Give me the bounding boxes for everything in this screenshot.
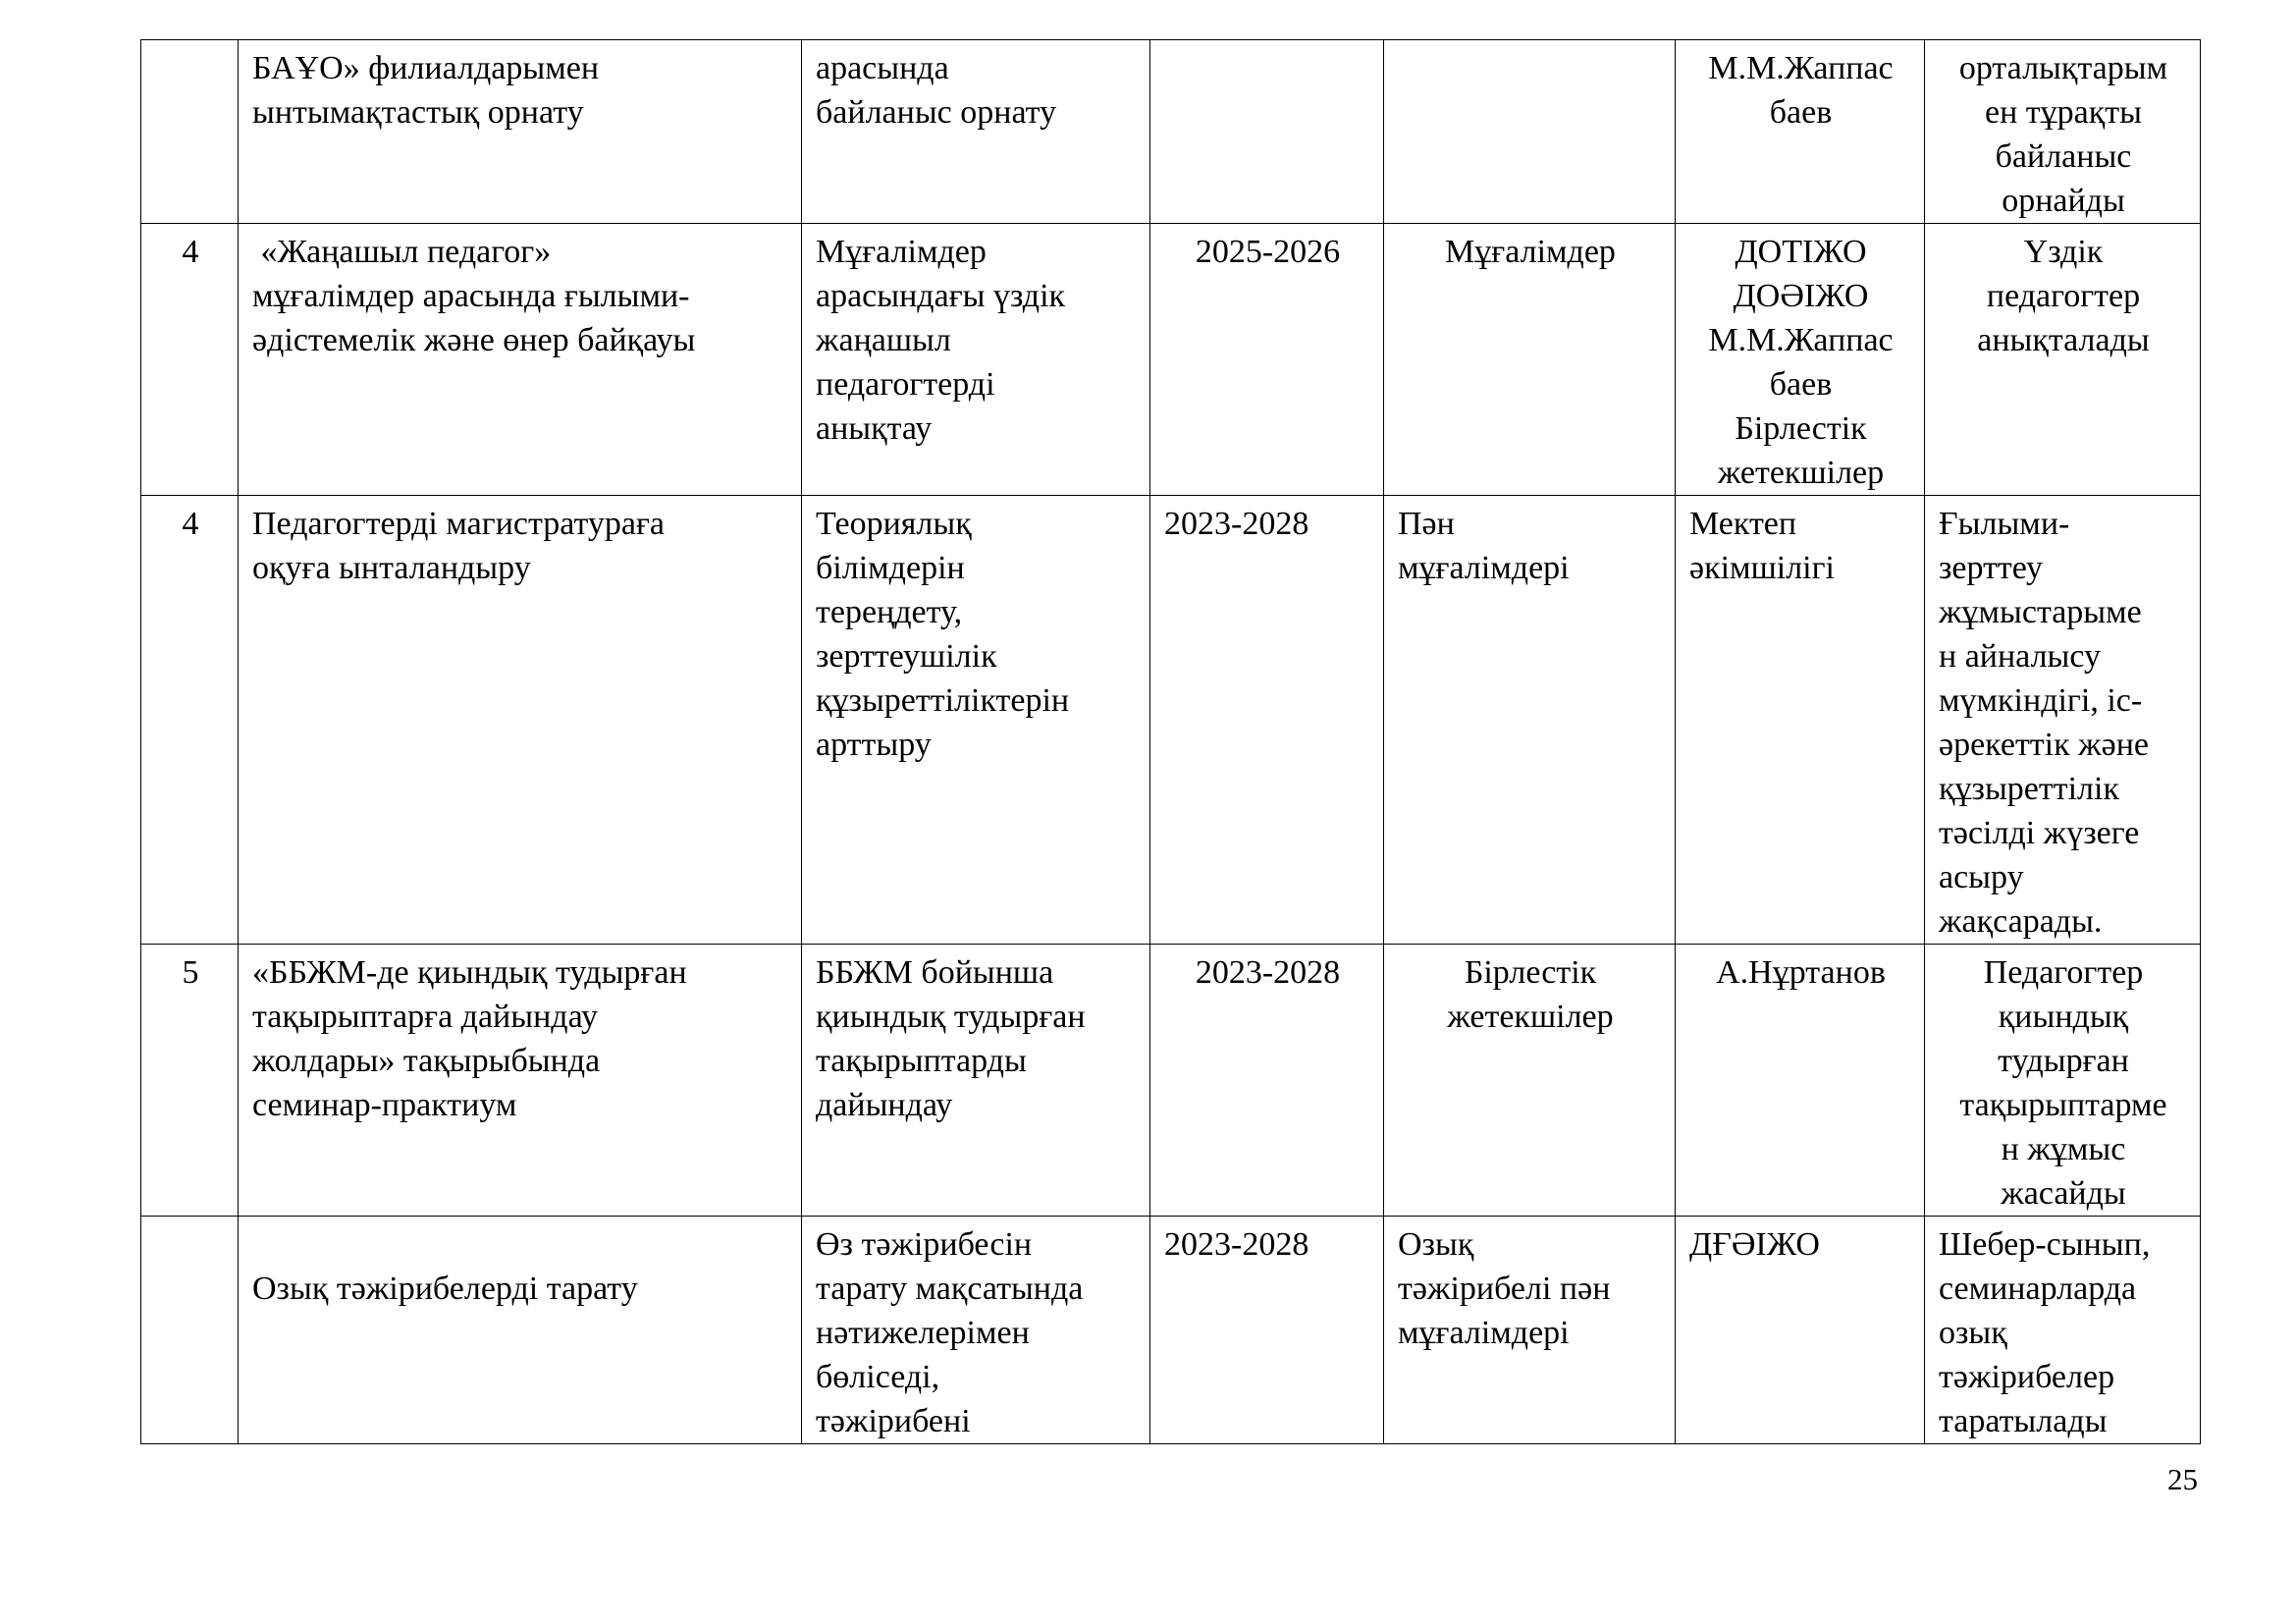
result-cell <box>1925 496 2201 945</box>
responsible-cell <box>1676 945 1925 1217</box>
cell-text-line: білімдерін <box>816 550 965 586</box>
cell-text-line: ДҒӘІЖО <box>1689 1226 1820 1263</box>
row-number-cell: 5 <box>141 945 239 1217</box>
participants-cell <box>1384 496 1676 945</box>
cell-text-line: БАҰО» филиалдарымен <box>252 50 600 86</box>
cell-text-line: мұғалімдері <box>1398 1315 1570 1351</box>
cell-text-line: қиындық <box>1998 999 2129 1035</box>
row-number-cell: 4 <box>141 496 239 945</box>
cell-text-line: Педагогтерді магистратураға <box>252 506 666 542</box>
cell-text-line: Мұғалімдер <box>1445 234 1616 270</box>
cell-text-line: 2023-2028 <box>1164 506 1309 542</box>
participants-cell <box>1384 40 1676 224</box>
event-cell <box>239 1217 802 1444</box>
responsible-cell <box>1676 496 1925 945</box>
cell-text-line: н жұмыс <box>2001 1131 2126 1167</box>
cell-text-line: Озық <box>1398 1226 1474 1263</box>
cell-text-line: асыру <box>1939 859 2024 895</box>
cell-text-line: құзыреттіліктерін <box>816 682 1070 719</box>
table-row <box>141 496 2201 945</box>
cell-text-line: тақырыптарға дайындау <box>252 999 598 1035</box>
cell-text-line: мұғалімдері <box>1398 550 1570 586</box>
cell-text-line: 2023-2028 <box>1195 954 1341 991</box>
cell-text-line: тәжірибелі пән <box>1398 1271 1611 1307</box>
cell-text-line: жұмыстарыме <box>1939 594 2142 630</box>
result-cell <box>1925 224 2201 496</box>
cell-text-line: Бірлестік <box>1464 954 1597 991</box>
participants-cell <box>1384 945 1676 1217</box>
cell-text-line: жасайды <box>2001 1175 2126 1212</box>
period-cell <box>1150 40 1384 224</box>
plan-table <box>140 39 2201 1444</box>
result-cell <box>1925 40 2201 224</box>
cell-text-line: Бірлестік <box>1735 410 1867 447</box>
responsible-cell <box>1676 224 1925 496</box>
cell-text-line: Мектеп <box>1689 506 1797 542</box>
result-cell <box>1925 1217 2201 1444</box>
cell-text-line: мүмкіндігі, іс- <box>1939 682 2143 719</box>
cell-text-line: бөліседі, <box>816 1359 940 1395</box>
cell-text-line: «Жаңашыл педагог» <box>252 234 552 270</box>
cell-text-line: анықтау <box>816 410 933 447</box>
cell-text-line: Үздік <box>2023 234 2104 270</box>
cell-text-line: А.Нұртанов <box>1716 954 1886 991</box>
cell-text-line: тәжірибені <box>816 1403 971 1439</box>
cell-text-line: Теориялық <box>816 506 972 542</box>
cell-text-line: баев <box>1769 366 1833 403</box>
cell-text-line: Ғылыми- <box>1939 506 2070 542</box>
cell-text-line: арасындағы үздік <box>816 278 1066 314</box>
cell-text-line: жақсарады. <box>1939 903 2103 940</box>
cell-text-line: М.М.Жаппас <box>1708 322 1894 358</box>
cell-text-line: озық <box>1939 1315 2007 1351</box>
cell-text-line: М.М.Жаппас <box>1708 50 1894 86</box>
cell-text-line: байланыс <box>1995 138 2132 175</box>
cell-text-line: 2023-2028 <box>1164 1226 1309 1263</box>
event-cell <box>239 224 802 496</box>
cell-text-line: нәтижелерімен <box>816 1315 1030 1351</box>
cell-text-line: әкімшілігі <box>1689 550 1836 586</box>
cell-text-line: жолдары» тақырыбында <box>252 1043 601 1079</box>
cell-text-line: дайындау <box>816 1087 953 1123</box>
table-row <box>141 40 2201 224</box>
cell-text-line: тереңдету, <box>816 594 963 630</box>
cell-text-line: оқуға ынталандыру <box>252 550 531 586</box>
cell-text-line: құзыреттілік <box>1939 771 2119 807</box>
cell-text-line: әрекеттік және <box>1939 727 2149 763</box>
cell-text-line: ДОТІЖО <box>1735 234 1867 270</box>
cell-text-line: тарату мақсатында <box>816 1271 1084 1307</box>
row-number-cell <box>141 1217 239 1444</box>
result-cell <box>1925 945 2201 1217</box>
row-number-cell <box>141 40 239 224</box>
cell-text-line: әдістемелік және өнер байқауы <box>252 322 696 358</box>
cell-text-line: таратылады <box>1939 1403 2108 1439</box>
cell-text-line: тудырған <box>1998 1043 2129 1079</box>
cell-text-line: арттыру <box>816 727 932 763</box>
cell-text-line: Пән <box>1398 506 1455 542</box>
page-number: 25 <box>2167 1462 2198 1496</box>
cell-text-line: мұғалімдер арасында ғылыми- <box>252 278 690 314</box>
event-cell <box>239 40 802 224</box>
purpose-cell <box>802 1217 1150 1444</box>
cell-text-line: 2025-2026 <box>1195 234 1341 270</box>
purpose-cell <box>802 496 1150 945</box>
cell-text-line: ен тұрақты <box>1985 94 2142 131</box>
cell-text-line: ынтымақтастық орнату <box>252 94 584 131</box>
cell-text-line: жетекшілер <box>1447 999 1614 1035</box>
cell-text-line: Педагогтер <box>1983 954 2144 991</box>
event-cell <box>239 945 802 1217</box>
table-row <box>141 1217 2201 1444</box>
cell-text-line: қиындық тудырған <box>816 999 1086 1035</box>
cell-text-line: жаңашыл <box>816 322 951 358</box>
period-cell <box>1150 224 1384 496</box>
table-row <box>141 945 2201 1217</box>
period-cell <box>1150 945 1384 1217</box>
participants-cell <box>1384 1217 1676 1444</box>
cell-text-line: Өз тәжірибесін <box>816 1226 1033 1263</box>
table-row <box>141 224 2201 496</box>
period-cell <box>1150 1217 1384 1444</box>
purpose-cell <box>802 40 1150 224</box>
cell-text-line: «ББЖМ-де қиындық тудырған <box>252 954 687 991</box>
cell-text-line: педагогтер <box>1986 278 2141 314</box>
cell-text-line: семинар-практиум <box>252 1087 517 1123</box>
cell-text-line: ДОӘІЖО <box>1733 278 1869 314</box>
responsible-cell <box>1676 40 1925 224</box>
cell-text-line: анықталады <box>1977 322 2150 358</box>
cell-text-line: педагогтерді <box>816 366 995 403</box>
cell-text-line: н айналысу <box>1939 638 2102 675</box>
cell-text-line: Озық тәжірибелерді тарату <box>252 1271 638 1307</box>
cell-text-line: жетекшілер <box>1717 455 1885 491</box>
cell-text-line: семинарларда <box>1939 1271 2137 1307</box>
period-cell <box>1150 496 1384 945</box>
cell-text-line: зерттеу <box>1939 550 2044 586</box>
cell-text-line: тақырыптарме <box>1959 1087 2167 1123</box>
cell-text-line: орнайды <box>2002 183 2125 219</box>
cell-text-line: Шебер-сынып, <box>1939 1226 2151 1263</box>
row-number-cell: 4 <box>141 224 239 496</box>
purpose-cell <box>802 945 1150 1217</box>
cell-text-line: тәжірибелер <box>1939 1359 2115 1395</box>
cell-text-line: баев <box>1769 94 1833 131</box>
plan-table-body <box>141 40 2201 1444</box>
responsible-cell <box>1676 1217 1925 1444</box>
cell-text-line: Мұғалімдер <box>816 234 987 270</box>
cell-text-line: зерттеушілік <box>816 638 997 675</box>
purpose-cell <box>802 224 1150 496</box>
participants-cell <box>1384 224 1676 496</box>
cell-text-line: орталықтарым <box>1958 50 2168 86</box>
cell-text-line: арасында <box>816 50 949 86</box>
cell-text-line: тәсілді жүзеге <box>1939 815 2140 851</box>
cell-text-line: ББЖМ бойынша <box>816 954 1054 991</box>
cell-text-line: байланыс орнату <box>816 94 1057 131</box>
cell-text-line: тақырыптарды <box>816 1043 1027 1079</box>
event-cell <box>239 496 802 945</box>
